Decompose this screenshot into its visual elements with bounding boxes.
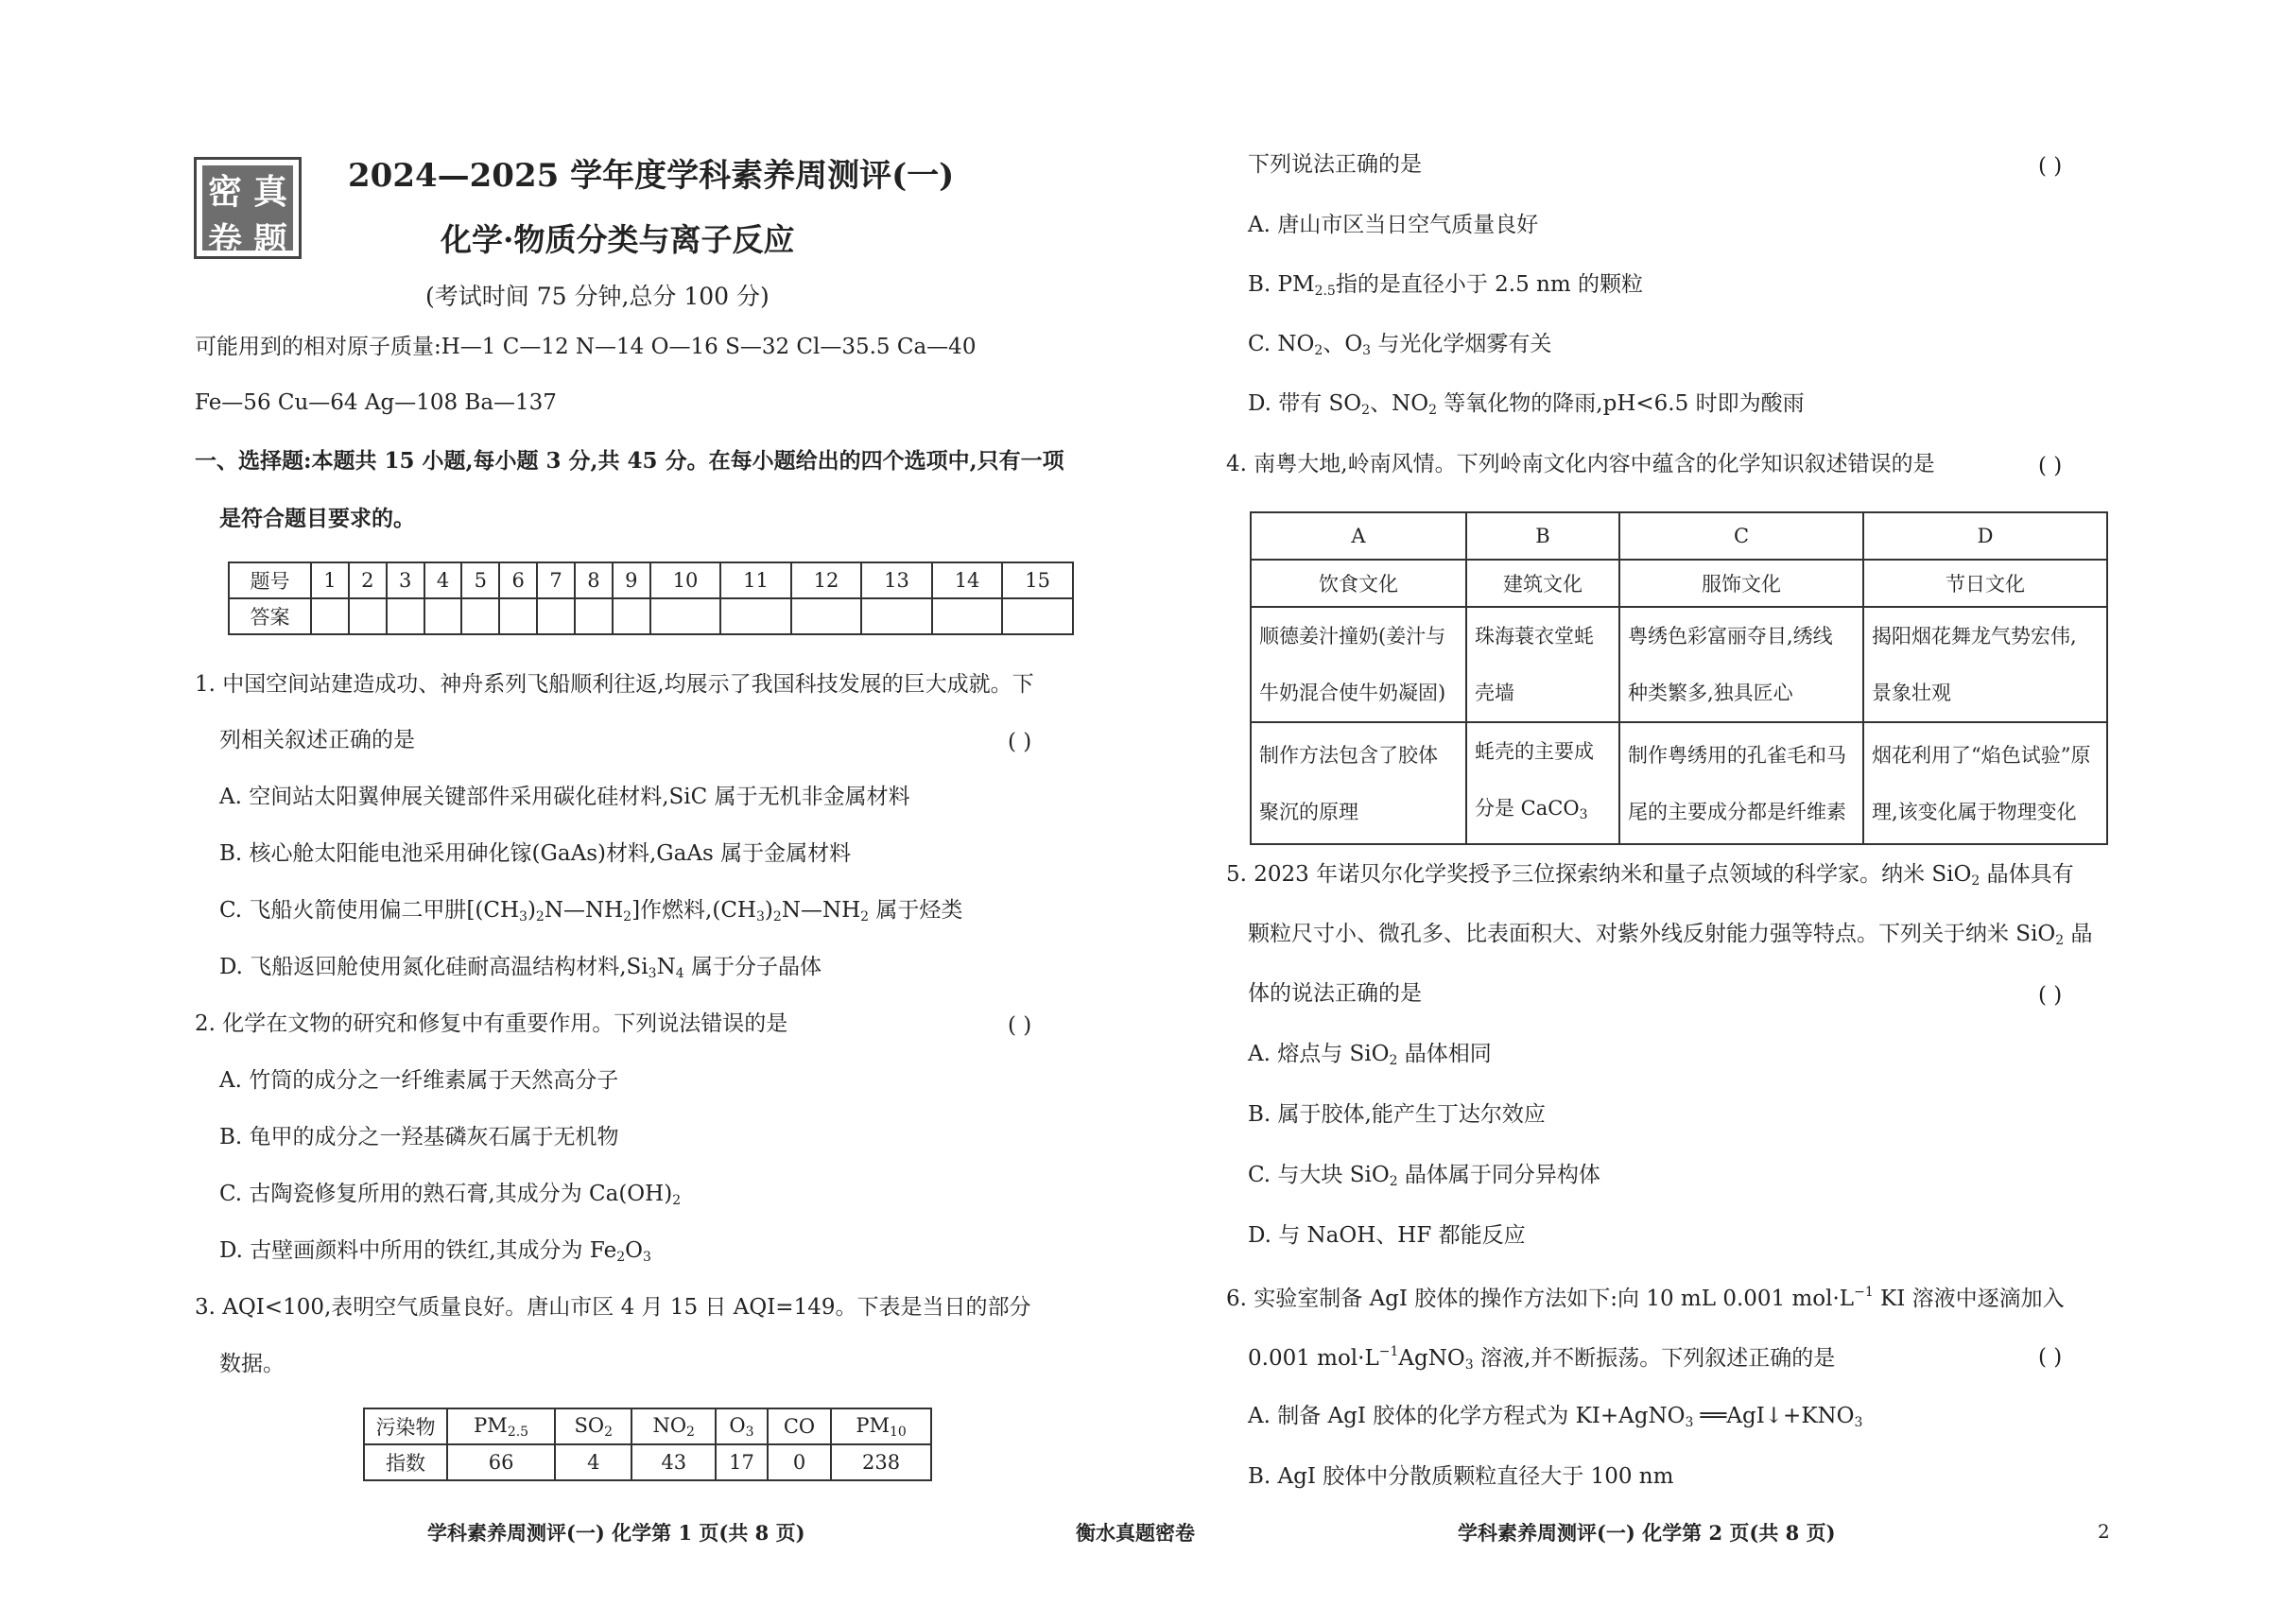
atomic-masses-line1: 可能用到的相对原子质量:H—1 C—12 N—14 O—16 S—32 Cl—35.5 Ca—40 xyxy=(195,335,977,359)
footer-center: 衡水真题密卷 xyxy=(1076,1521,1195,1545)
question-number: 15 xyxy=(1002,562,1073,598)
q5-option-b: B. 属于胶体,能产生丁达尔效应 xyxy=(1248,1102,1546,1127)
q1-option-c: C. 飞船火箭使用偏二甲肼$[(CH_3)_2N—NH_2]$作燃料$,(CH_3)_2N—NH_2$ 属于烃类 xyxy=(219,898,963,924)
answer-cell[interactable] xyxy=(613,598,650,634)
culture-table-letter: A xyxy=(1251,512,1466,560)
question-number: 6 xyxy=(499,562,537,598)
q1-stem-cont: 列相关叙述正确的是 xyxy=(219,728,415,752)
answer-cell[interactable] xyxy=(1002,598,1073,634)
q6-stem: 6. 实验室制备 AgI 胶体的操作方法如下:向 10 mL 0.001 $mol\cdot L^{-1}$ KI 溶液中逐滴加入 xyxy=(1226,1285,2065,1311)
answer-cell[interactable] xyxy=(932,598,1003,634)
question-number: 10 xyxy=(650,562,721,598)
logo-char: 卷 xyxy=(207,221,242,260)
culture-category: 建筑文化 xyxy=(1466,560,1619,607)
pollutant-header: CO xyxy=(768,1408,831,1444)
q1-option-a: A. 空间站太阳翼伸展关键部件采用碳化硅材料,SiC 属于无机非金属材料 xyxy=(219,785,910,809)
question-number: 2 xyxy=(349,562,387,598)
q3-option-d: D. 带有 $SO_2$、$NO_2$ 等氧化物的降雨,pH<6.5 时即为酸雨 xyxy=(1248,391,1805,418)
question-number: 12 xyxy=(791,562,862,598)
answer-cell[interactable] xyxy=(311,598,349,634)
question-number: 4 xyxy=(424,562,462,598)
pollutant-value: 66 xyxy=(447,1444,555,1480)
pollutant-table xyxy=(363,1408,932,1481)
answer-cell[interactable] xyxy=(499,598,537,634)
q5-answer-paren[interactable]: ( ) xyxy=(2038,983,2063,1008)
pollutant-header: $NO_2$ xyxy=(631,1408,716,1444)
q4-stem: 4. 南粤大地,岭南风情。下列岭南文化内容中蕴含的化学知识叙述错误的是 xyxy=(1226,452,1935,476)
exam-info: (考试时间 75 分钟,总分 100 分) xyxy=(425,283,770,310)
question-number: 1 xyxy=(311,562,349,598)
q6-option-b: B. AgI 胶体中分散质颗粒直径大于 100 nm xyxy=(1248,1464,1674,1489)
pollutant-value: 4 xyxy=(555,1444,631,1480)
culture-description: 珠海蓑衣堂蚝 壳墙 xyxy=(1466,607,1619,722)
answer-cell[interactable] xyxy=(349,598,387,634)
footer-right: 学科素养周测评(一) 化学第 2 页(共 8 页) xyxy=(1458,1521,1836,1545)
q2-stem: 2. 化学在文物的研究和修复中有重要作用。下列说法错误的是 xyxy=(195,1011,788,1036)
answer-cell[interactable] xyxy=(720,598,791,634)
answer-table-row-label: 答案 xyxy=(229,598,311,634)
culture-description: 顺德姜汁撞奶(姜汁与 牛奶混合使牛奶凝固) xyxy=(1251,607,1466,722)
culture-description: 粤绣色彩富丽夺目,绣线 种类繁多,独具匠心 xyxy=(1619,607,1863,722)
logo-char: 真 xyxy=(252,173,287,212)
logo xyxy=(194,157,302,259)
question-number: 14 xyxy=(932,562,1003,598)
q3-option-b: B. $PM_{2.5}$指的是直径小于 2.5 nm 的颗粒 xyxy=(1248,272,1643,299)
answer-cell[interactable] xyxy=(861,598,932,634)
page-title: 2024—2025 学年度学科素养周测评(一) xyxy=(348,157,955,195)
culture-table-letter: C xyxy=(1619,512,1863,560)
q2-option-c: C. 古陶瓷修复所用的熟石膏,其成分为 $Ca(OH)_2$ xyxy=(219,1182,682,1208)
question-number: 13 xyxy=(861,562,932,598)
q6-answer-paren[interactable]: ( ) xyxy=(2038,1345,2063,1370)
culture-knowledge: 制作方法包含了胶体 聚沉的原理 xyxy=(1251,722,1466,844)
q5-stem: 5. 2023 年诺贝尔化学奖授予三位探索纳米和量子点领域的科学家。纳米 SiO$_2$ 晶体具有 xyxy=(1226,862,2074,889)
q1-answer-paren[interactable]: ( ) xyxy=(1008,730,1032,754)
q1-option-b: B. 核心舱太阳能电池采用砷化镓(GaAs)材料,GaAs 属于金属材料 xyxy=(219,841,852,866)
q5-option-c: C. 与大块 SiO$_2$ 晶体属于同分异构体 xyxy=(1248,1163,1600,1189)
culture-description: 揭阳烟花舞龙气势宏伟, 景象壮观 xyxy=(1863,607,2107,722)
q5-option-d: D. 与 NaOH、HF 都能反应 xyxy=(1248,1223,1526,1248)
q2-option-a: A. 竹筒的成分之一纤维素属于天然高分子 xyxy=(219,1068,619,1093)
question-number: 7 xyxy=(537,562,575,598)
footer-left: 学科素养周测评(一) 化学第 1 页(共 8 页) xyxy=(427,1521,805,1545)
answer-cell[interactable] xyxy=(791,598,862,634)
answer-cell[interactable] xyxy=(387,598,424,634)
pollutant-value: 43 xyxy=(631,1444,716,1480)
culture-category: 饮食文化 xyxy=(1251,560,1466,607)
culture-category: 节日文化 xyxy=(1863,560,2107,607)
atomic-masses-line2: Fe—56 Cu—64 Ag—108 Ba—137 xyxy=(195,390,557,415)
pollutant-header: $SO_2$ xyxy=(555,1408,631,1444)
q5-stem-cont: 体的说法正确的是 xyxy=(1248,981,1422,1006)
answer-cell[interactable] xyxy=(537,598,575,634)
answer-table xyxy=(228,561,1074,635)
q3-stem-cont: 下列说法正确的是 xyxy=(1248,152,1422,177)
logo-char: 题 xyxy=(252,221,287,260)
culture-knowledge: 蚝壳的主要成 分是 CaCO$_3$ xyxy=(1466,722,1619,844)
culture-knowledge: 制作粤绣用的孔雀毛和马 尾的主要成分都是纤维素 xyxy=(1619,722,1863,844)
answer-cell[interactable] xyxy=(461,598,499,634)
section-heading-cont: 是符合题目要求的。 xyxy=(219,506,415,531)
q2-answer-paren[interactable]: ( ) xyxy=(1008,1013,1032,1038)
q1-option-d: D. 飞船返回舱使用氮化硅耐高温结构材料$,Si_3N_4$ 属于分子晶体 xyxy=(219,955,822,981)
q4-answer-paren[interactable]: ( ) xyxy=(2038,454,2063,478)
culture-table xyxy=(1250,511,2108,845)
page-number: 2 xyxy=(2098,1520,2110,1543)
answer-cell[interactable] xyxy=(424,598,462,634)
answer-table-row-label: 题号 xyxy=(229,562,311,598)
pollutant-value: 17 xyxy=(716,1444,768,1480)
pollutant-value: 238 xyxy=(831,1444,931,1480)
question-number: 5 xyxy=(461,562,499,598)
q2-option-d: D. 古壁画颜料中所用的铁红,其成分为 $Fe_2O_3$ xyxy=(219,1238,651,1265)
pollutant-header: $O_3$ xyxy=(716,1408,768,1444)
pollutant-header: $PM_{10}$ xyxy=(831,1408,931,1444)
q3-option-c: C. $NO_2$、$O_3$ 与光化学烟雾有关 xyxy=(1248,332,1552,358)
question-number: 8 xyxy=(575,562,613,598)
pollutant-table-label: 污染物 xyxy=(364,1408,447,1444)
question-number: 3 xyxy=(387,562,424,598)
q6-stem-cont: 0.001 $mol\cdot L^{-1}AgNO_3$ 溶液,并不断振荡。下列叙述正确的是 xyxy=(1248,1344,1836,1373)
pollutant-value: 0 xyxy=(768,1444,831,1480)
q1-stem: 1. 中国空间站建造成功、神舟系列飞船顺利往返,均展示了我国科技发展的巨大成就。下 xyxy=(195,672,1034,697)
culture-knowledge: 烟花利用了“焰色试验”原 理,该变化属于物理变化 xyxy=(1863,722,2107,844)
question-number: 11 xyxy=(720,562,791,598)
q2-option-b: B. 龟甲的成分之一羟基磷灰石属于无机物 xyxy=(219,1125,619,1149)
q5-option-a: A. 熔点与 SiO$_2$ 晶体相同 xyxy=(1248,1042,1492,1068)
q3-stem-cont: 数据。 xyxy=(219,1352,285,1376)
culture-category: 服饰文化 xyxy=(1619,560,1863,607)
q3-option-a: A. 唐山市区当日空气质量良好 xyxy=(1248,213,1539,237)
question-number: 9 xyxy=(613,562,650,598)
q3-stem: 3. AQI<100,表明空气质量良好。唐山市区 4 月 15 日 AQI=149。下表是当日的部分 xyxy=(195,1295,1031,1320)
culture-table-letter: D xyxy=(1863,512,2107,560)
pollutant-header: $PM_{2.5}$ xyxy=(447,1408,555,1444)
pollutant-table-label: 指数 xyxy=(364,1444,447,1480)
section-heading: 一、选择题:本题共 15 小题,每小题 3 分,共 45 分。在每小题给出的四个选项中,只有一项 xyxy=(195,448,1064,474)
logo-char: 密 xyxy=(207,173,242,212)
q3-answer-paren[interactable]: ( ) xyxy=(2038,154,2063,179)
answer-cell[interactable] xyxy=(575,598,613,634)
q6-option-a: A. 制备 AgI 胶体的化学方程式为 KI+AgNO$_3$ $══AgI↓+KNO_3$ xyxy=(1248,1404,1863,1430)
answer-cell[interactable] xyxy=(650,598,721,634)
culture-table-letter: B xyxy=(1466,512,1619,560)
q5-stem-cont: 颗粒尺寸小、微孔多、比表面积大、对紫外线反射能力强等特点。下列关于纳米 SiO$_2$ 晶 xyxy=(1248,922,2093,948)
page-subtitle: 化学·物质分类与离子反应 xyxy=(441,221,795,258)
